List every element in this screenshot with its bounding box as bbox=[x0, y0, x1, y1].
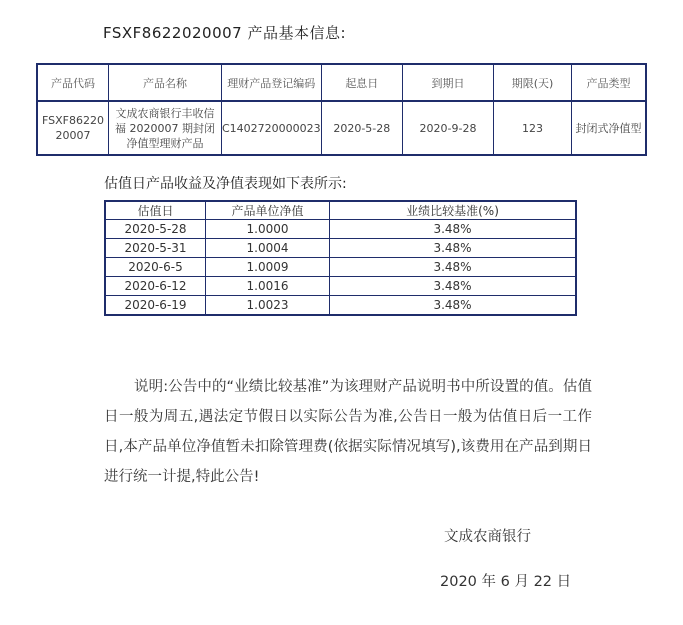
note-paragraph: 说明:公告中的“业绩比较基准”为该理财产品说明书中所设置的值。估值日一般为周五,遇法定节假日以实际公告为准,公告日一般为估值日后一工作日,本产品单位净值暂未扣除管理费(依据实际情况填写),该费用在产品到期日进行统一计提,特此公告! bbox=[104, 379, 592, 485]
cell-valuation-date: 2020-6-19 bbox=[105, 296, 206, 316]
header-product-name: 产品名称 bbox=[108, 64, 221, 101]
product-info-table bbox=[36, 63, 647, 156]
cell-product-type: 封闭式净值型 bbox=[572, 101, 646, 155]
header-product-type: 产品类型 bbox=[572, 64, 646, 101]
cell-valuation-date: 2020-5-28 bbox=[105, 220, 206, 239]
header-product-code: 产品代码 bbox=[37, 64, 108, 101]
header-valuation-date: 估值日 bbox=[105, 201, 206, 220]
product-table-row bbox=[37, 101, 646, 155]
cell-unit-nav: 1.0004 bbox=[206, 239, 330, 258]
header-end-date: 到期日 bbox=[402, 64, 493, 101]
cell-benchmark: 3.48% bbox=[330, 239, 577, 258]
cell-term-days: 123 bbox=[494, 101, 572, 155]
cell-unit-nav: 1.0009 bbox=[206, 258, 330, 277]
cell-unit-nav: 1.0000 bbox=[206, 220, 330, 239]
cell-start-date: 2020-5-28 bbox=[321, 101, 402, 155]
header-term-days: 期限(天) bbox=[494, 64, 572, 101]
cell-benchmark: 3.48% bbox=[330, 258, 577, 277]
announcement-note bbox=[104, 372, 592, 492]
cell-product-code: FSXF8622020007 bbox=[37, 101, 108, 155]
header-start-date: 起息日 bbox=[321, 64, 402, 101]
table-row bbox=[105, 239, 576, 258]
cell-registration-code: C1402720000023 bbox=[221, 101, 321, 155]
nav-section-title: 估值日产品收益及净值表现如下表所示: bbox=[104, 176, 347, 192]
document-title: FSXF8622020007 产品基本信息: bbox=[103, 24, 347, 42]
product-table-header-row bbox=[37, 64, 646, 101]
header-unit-nav: 产品单位净值 bbox=[206, 201, 330, 220]
header-registration-code: 理财产品登记编码 bbox=[221, 64, 321, 101]
cell-valuation-date: 2020-6-12 bbox=[105, 277, 206, 296]
cell-valuation-date: 2020-6-5 bbox=[105, 258, 206, 277]
header-benchmark: 业绩比较基准(%) bbox=[330, 201, 577, 220]
cell-product-name: 文成农商银行丰收信福 2020007 期封闭净值型理财产品 bbox=[108, 101, 221, 155]
cell-benchmark: 3.48% bbox=[330, 296, 577, 316]
cell-valuation-date: 2020-5-31 bbox=[105, 239, 206, 258]
nav-table-header-row bbox=[105, 201, 576, 220]
table-row bbox=[105, 296, 576, 316]
table-row bbox=[105, 220, 576, 239]
cell-benchmark: 3.48% bbox=[330, 220, 577, 239]
nav-performance-table bbox=[104, 200, 577, 316]
cell-unit-nav: 1.0023 bbox=[206, 296, 330, 316]
cell-end-date: 2020-9-28 bbox=[402, 101, 493, 155]
signature-bank: 文成农商银行 bbox=[444, 529, 531, 545]
cell-unit-nav: 1.0016 bbox=[206, 277, 330, 296]
table-row bbox=[105, 258, 576, 277]
table-row bbox=[105, 277, 576, 296]
signature-date: 2020 年 6 月 22 日 bbox=[440, 574, 572, 590]
cell-benchmark: 3.48% bbox=[330, 277, 577, 296]
